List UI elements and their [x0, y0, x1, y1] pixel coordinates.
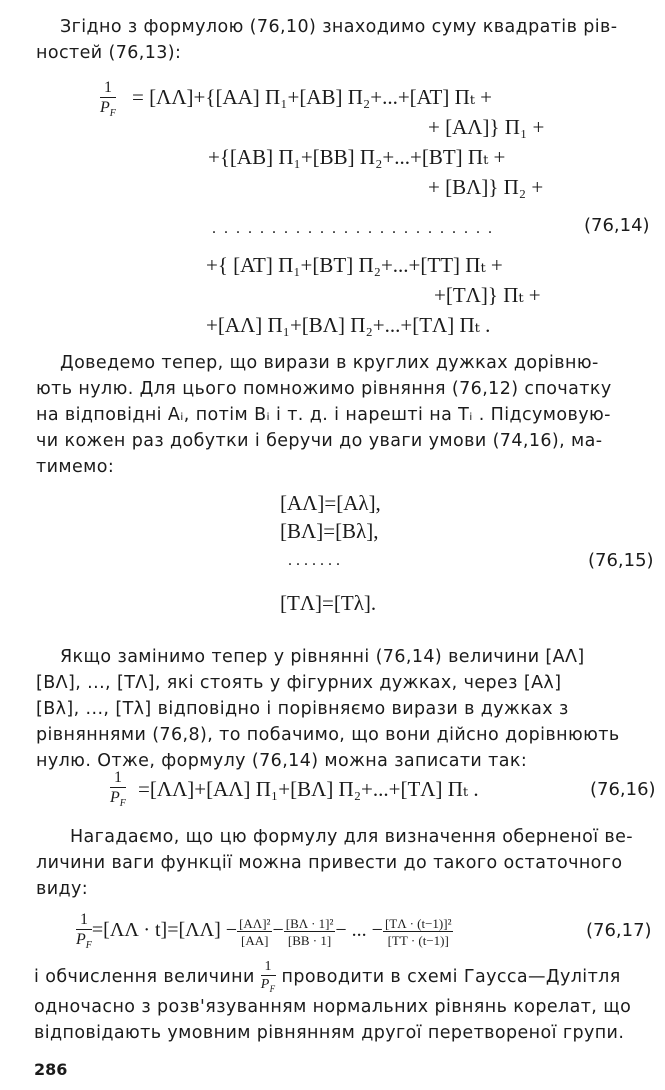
den-letter: P	[76, 931, 86, 948]
inline-fraction-1-over-PF	[261, 960, 276, 994]
text-line: виду:	[36, 879, 89, 899]
fraction-numerator: 1	[76, 912, 92, 930]
paragraph-proof	[36, 350, 651, 480]
text-line: нулю. Отже, формулу (76,14) можна записати так:	[36, 751, 528, 771]
den-letter: P	[100, 99, 110, 116]
fraction-term-a	[237, 917, 272, 947]
fraction-1-over-PF	[76, 912, 92, 951]
fraction-numerator: [AΛ]²	[239, 915, 271, 931]
equation-part: =[ΛΛ · t]=[ΛΛ] −	[91, 919, 238, 942]
equation-part: − ... −	[335, 919, 383, 942]
text-line: ностей (76,13):	[36, 43, 182, 63]
fraction-denominator	[100, 98, 116, 119]
fraction-1-over-PF	[100, 80, 116, 119]
minus-sign: −	[272, 919, 284, 942]
text-line: рівняннями (76,8), то побачимо, що вони дійсно дорівнюють	[36, 725, 620, 745]
text-fragment: проводити в схемі Гаусса—Дулітля	[281, 967, 621, 987]
text-line: личини ваги функції можна привести до такого остаточного	[36, 853, 623, 873]
fraction-denominator	[110, 788, 126, 809]
fraction-denominator: [BB · 1]	[287, 932, 332, 948]
text-line: чи кожен раз добутки і беручи до уваги умови (74,16), ма-	[36, 431, 603, 451]
text-line: [Bλ], ..., [Tλ] відповідно і порівняємо вирази в дужках з	[36, 699, 569, 719]
fraction-denominator	[76, 930, 92, 951]
den-subscript: F	[269, 983, 276, 994]
equation-rhs: =[ΛΛ]+[AΛ] П₁+[BΛ] П₂+...+[TΛ] Пₜ .	[138, 777, 479, 801]
equation-number: (76,15)	[588, 550, 654, 571]
paragraph-intro	[36, 14, 651, 66]
text-line-with-fraction	[34, 960, 659, 994]
text-line: на відповідні Aᵢ, потім Bᵢ і т. д. і нарешті на Tᵢ . Підсумовую-	[36, 405, 611, 425]
text-line: відповідають умовним рівнянням другої перетвореної групи.	[34, 1023, 625, 1043]
equation-number: (76,17)	[586, 920, 652, 941]
den-letter: P	[260, 977, 270, 993]
equation-lhs	[100, 80, 116, 119]
fraction-numerator: 1	[110, 770, 126, 788]
den-subscript: F	[119, 798, 126, 810]
text-line: тимемо:	[36, 457, 115, 477]
den-subscript: F	[109, 108, 116, 120]
fraction-denominator	[261, 976, 276, 994]
equation-line: + [BΛ]} П₂ +	[428, 175, 544, 199]
equation-dots-line: . . . . . . . . . . . . . . . . . . . . . . . .	[212, 220, 494, 237]
text-line: Нагадаємо, що цю формулу для визначення оберненої ве-	[70, 827, 634, 847]
den-letter: P	[110, 789, 120, 806]
text-line: Доведемо тепер, що вирази в круглих дужках дорівню-	[60, 353, 599, 373]
equation-line: [TΛ]=[Tλ].	[280, 591, 377, 615]
fraction-term-b	[284, 917, 336, 947]
fraction-numerator: [TΛ · (t−1)]²	[384, 915, 452, 931]
text-fragment: і обчислення величини	[34, 967, 255, 987]
equation-lhs	[110, 770, 126, 809]
equation-body	[76, 912, 453, 951]
text-line: Згідно з формулою (76,10) знаходимо суму квадратів рів-	[60, 17, 618, 37]
equation-line: +{ [AT] П₁+[BT] П₂+...+[TT] Пₜ +	[206, 253, 503, 277]
equation-line: +[AΛ] П₁+[BΛ] П₂+...+[TΛ] Пₜ .	[206, 313, 491, 337]
page-number: 286	[34, 1060, 68, 1079]
text-line: ють нулю. Для цього помножимо рівняння (76,12) спочатку	[36, 379, 612, 399]
equation-line: = [ΛΛ]+{[AA] П₁+[AB] П₂+...+[AT] Пₜ +	[132, 85, 493, 109]
equation-line: + [AΛ]} П₁ +	[428, 115, 545, 139]
text-line: Якщо замінимо тепер у рівнянні (76,14) величини [AΛ]	[60, 647, 585, 667]
paragraph-substitution	[36, 644, 651, 774]
fraction-denominator: [TT · (t−1)]	[387, 932, 449, 948]
fraction-1-over-PF	[110, 770, 126, 809]
equation-number: (76,16)	[590, 779, 656, 800]
equation-line: +{[AB] П₁+[BB] П₂+...+[BT] Пₜ +	[208, 145, 506, 169]
fraction-denominator: [AA]	[241, 932, 269, 948]
den-subscript: F	[85, 940, 92, 952]
fraction-numerator: 1	[261, 960, 276, 976]
paragraph-conclusion	[34, 960, 659, 1046]
equation-line: [BΛ]=[Bλ],	[280, 519, 379, 543]
fraction-numerator: [BΛ · 1]²	[285, 915, 334, 931]
fraction-term-t	[383, 917, 454, 947]
equation-number: (76,14)	[584, 215, 650, 236]
equation-dots-line: . . . . . . .	[288, 552, 340, 569]
paragraph-reminder	[36, 824, 651, 902]
equation-line: +[TΛ]} Пₜ +	[434, 283, 541, 307]
text-line: [BΛ], ..., [TΛ], які стоять у фігурних дужках, через [Aλ]	[36, 673, 562, 693]
equation-line: [AΛ]=[Aλ],	[280, 491, 381, 515]
text-line: одночасно з розв'язуванням нормальних рівнянь корелат, що	[34, 997, 632, 1017]
fraction-numerator: 1	[100, 80, 116, 98]
